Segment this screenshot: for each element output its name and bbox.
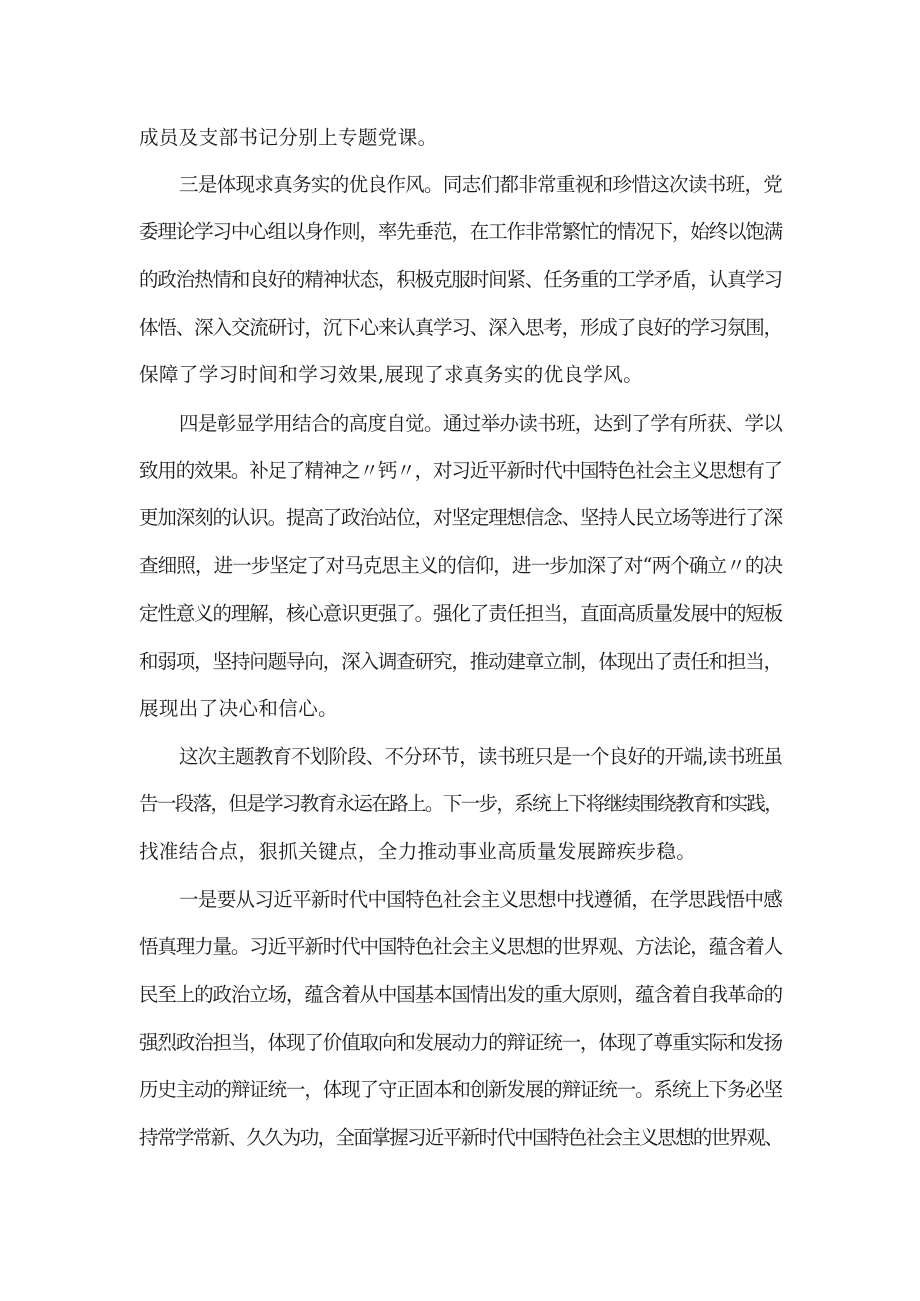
text-line: 保障了学习时间和学习效果,展现了求真务实的优良学风。 — [139, 363, 644, 386]
text-line: 民至上的政治立场，蕴含着从中国基本国情出发的重大原则，蕴含着自我革命的 — [139, 983, 782, 1006]
text-line: 悟真理力量。习近平新时代中国特色社会主义思想的世界观、方法论，蕴含着人 — [139, 935, 782, 958]
text-line: 强烈政治担当，体现了价值取向和发展动力的辩证统一，体现了尊重实际和发扬 — [139, 1031, 782, 1054]
text-line: 和弱项，坚持问题导向，深入调查研究，推动建章立制，体现出了责任和担当， — [139, 650, 782, 673]
text-line: 更加深刻的认识。提高了政治站位，对坚定理想信念、坚持人民立场等进行了深 — [139, 506, 782, 529]
paragraph-first-line: 一是要从习近平新时代中国特色社会主义思想中找遵循，在学思践悟中感 — [179, 888, 782, 911]
text-line: 持常学常新、久久为功，全面掌握习近平新时代中国特色社会主义思想的世界观、 — [139, 1126, 782, 1149]
text-line: 查细照，进一步坚定了对马克思主义的信仰，进一步加深了对“两个确立〃的决 — [139, 554, 782, 577]
text-line: 的政治热情和良好的精神状态，积极克服时间紧、任务重的工学矛盾，认真学习 — [139, 268, 782, 291]
text-line: 展现出了决心和信心。 — [139, 697, 339, 720]
paragraph-first-line: 四是彰显学用结合的高度自觉。通过举办读书班，达到了学有所获、学以 — [179, 412, 782, 435]
text-line: 委理论学习中心组以身作则，率先垂范，在工作非常繁忙的情况下，始终以饱满 — [139, 220, 782, 243]
text-line: 告一段落，但是学习教育永运在路上。下一步，系统上下将继续围绕教育和实践， — [139, 792, 782, 815]
text-line: 历史主动的辩证统一，体现了守正固本和创新发展的辩证统一。系统上下务必坚 — [139, 1078, 782, 1101]
paragraph-first-line: 这次主题教育不划阶段、不分环节，读书班只是一个良好的开端,读书班虽 — [179, 745, 782, 768]
text-line: 成员及支部书记分别上专题党课。 — [139, 126, 438, 149]
text-line: 体悟、深入交流研讨，沉下心来认真学习、深入思考，形成了良好的学习氛围， — [139, 316, 782, 339]
text-line: 致用的效果。补足了精神之〃钙〃，对习近平新时代中国特色社会主义思想有了 — [139, 459, 782, 482]
text-line: 定性意义的理解，核心意识更强了。强化了责任担当，直面高质量发展中的短板 — [139, 602, 782, 625]
paragraph-first-line: 三是体现求真务实的优良作风。同志们都非常重视和珍惜这次读书班，党 — [179, 173, 782, 196]
text-line: 找准结合点，狠抓关键点，全力推动事业高质量发展蹄疾步稳。 — [139, 840, 697, 863]
